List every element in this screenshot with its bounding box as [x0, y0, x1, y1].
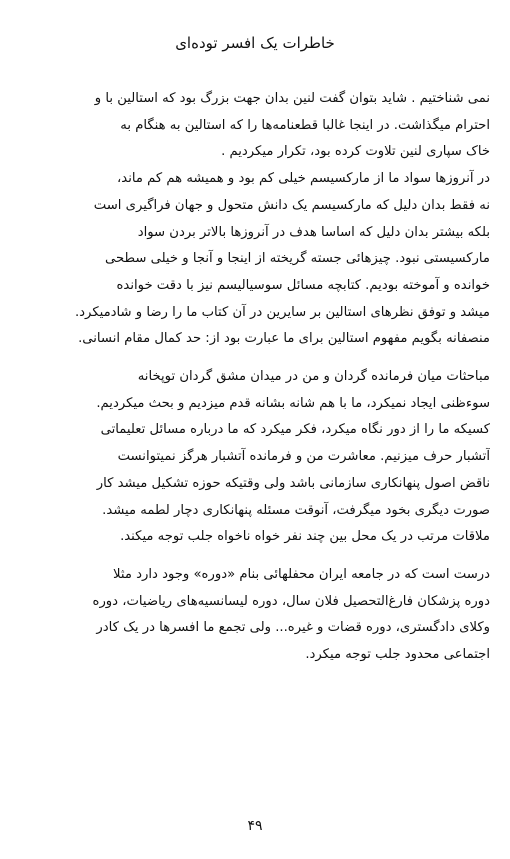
- text-line: ناقض اصول پنهانکاری سازمانی باشد ولی وقتیکه حوزه تشکیل میشد کار: [96, 475, 490, 491]
- text-line: خوانده و آموخته بودیم. کتابچه مسائل سوسیالیسم نیز با دقت خوانده: [116, 277, 490, 293]
- text-line: آتشبار حرف میزنیم. معاشرت من و فرمانده آتشبار هرگز نمیتوانست: [117, 449, 490, 465]
- paragraph-4: [22, 562, 490, 669]
- text-line: منصفانه بگویم مفهوم استالین برای ما عبارت بود از: حد کمال مقام انسانی.: [78, 331, 490, 347]
- text-line: سوءظنی ایجاد نمیکرد، ما با هم شانه بشانه قدم میزدیم و بحث میکردیم.: [96, 395, 490, 411]
- text-line: خاک سپاری لنین تلاوت کرده بود، تکرار میکردیم .: [221, 144, 490, 160]
- body-text: [22, 86, 490, 669]
- paragraph-1: [22, 86, 490, 166]
- text-line: ملاقات مرتب در یک محل بین چند نفر خواه ناخواه جلب توجه میکند.: [120, 529, 490, 545]
- page-number: ۴۹: [247, 818, 263, 834]
- text-line: در آنروزها سواد ما از مارکسیسم خیلی کم بود و همیشه هم کم ماند،: [117, 171, 490, 187]
- text-line: درست است که در جامعه ایران محفلهائی بنام «دوره» وجود دارد مثلا: [113, 566, 490, 582]
- text-line: میشد و توفق نظرهای استالین بر سایرین در آن کتاب ما را رضا و شادمیکرد.: [74, 304, 490, 320]
- paragraph-spacer: [22, 353, 490, 364]
- text-line: نه فقط بدان دلیل که مارکسیسم یک دانش متحول و جهان فراگیری است: [93, 197, 490, 213]
- paragraph-spacer: [22, 551, 490, 562]
- text-line: دوره پزشکان فارغ‌التحصیل فلان سال، دوره لیسانسیه‌های ریاضیات، دوره: [92, 593, 490, 609]
- running-header: خاطرات یک افسر توده‌ای: [175, 34, 335, 52]
- text-line: نمی شناختیم . شاید بتوان گفت لنین بدان جهت بزرگ بود که استالین با و: [94, 91, 490, 106]
- paragraph-2: [22, 166, 490, 353]
- text-line: بلکه بیشتر بدان دلیل که اساسا هدف در آنروزها بالاتر بردن سواد: [137, 224, 490, 240]
- text-line: اجتماعی محدود جلب توجه میکرد.: [305, 647, 490, 663]
- paragraph-3: [22, 364, 490, 551]
- text-line: صورت دیگری بخود میگرفت، آنوقت مسئله پنهانکاری دچار لطمه میشد.: [102, 502, 490, 518]
- text-line: مباحثات میان فرمانده گردان و من در میدان مشق گردان توپخانه: [137, 369, 490, 385]
- text-line: مارکسیستی نبود. چیزهائی جسته گریخته از اینجا و آنجا و خیلی سطحی: [105, 251, 490, 267]
- text-line: وکلای دادگستری، دوره قضات و غیره... ولی تجمع ما افسرها در یک کادر: [96, 620, 490, 636]
- text-line: کسیکه ما را از دور نگاه میکرد، فکر میکرد که ما درباره مسائل تعلیماتی: [100, 422, 490, 438]
- text-line: احترام میگذاشت. در اینجا غالبا قطعنامه‌ها را که استالین به هنگام به: [120, 117, 490, 133]
